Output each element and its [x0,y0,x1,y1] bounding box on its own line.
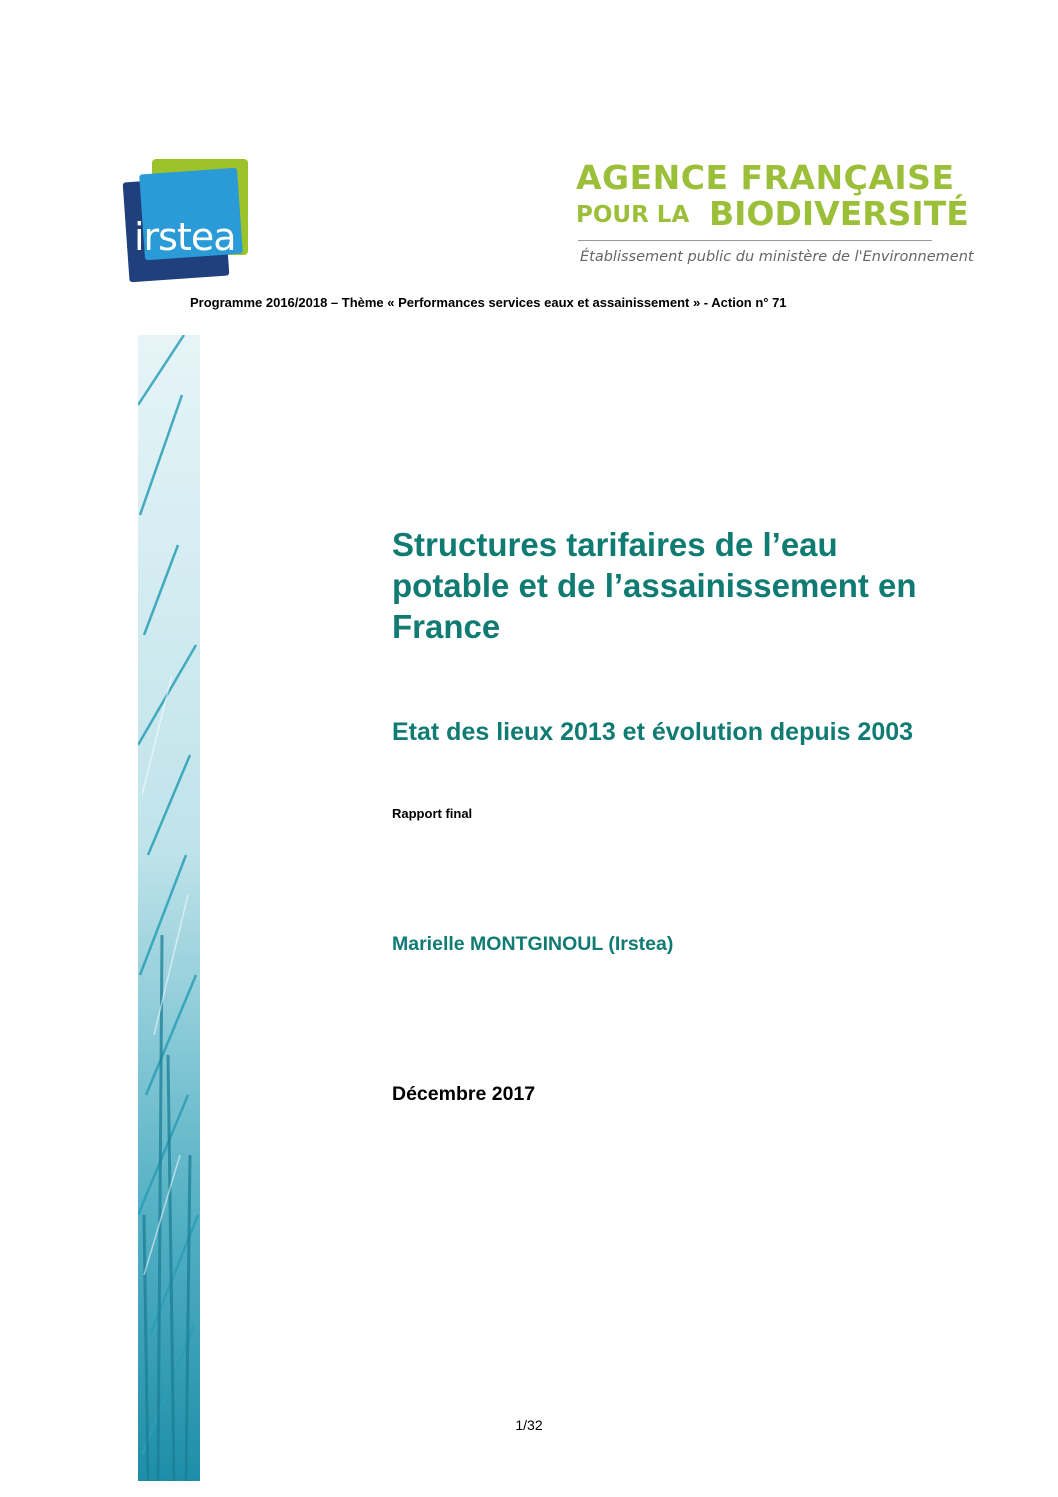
afb-logo-line2-big: BIODIVERSITÉ [709,194,969,233]
page-number: 1/32 [515,1417,543,1433]
report-author: Marielle MONTGINOUL (Irstea) [392,933,674,955]
afb-logo-line1: AGENCE FRANÇAISE [576,158,955,197]
report-type: Rapport final [392,806,473,821]
grass-decoration-image [138,335,200,1481]
afb-logo-divider [578,240,932,241]
afb-logo-line2-small: POUR LA [576,202,690,228]
afb-logo [574,158,974,270]
irstea-logo [124,157,252,281]
report-subtitle: Etat des lieux 2013 et évolution depuis 2003 [392,718,914,746]
afb-logo-tagline: Établissement public du ministère de l'Environnement [580,249,974,265]
programme-header: Programme 2016/2018 – Thème « Performances services eaux et assainissement » - Action n° 71 [190,295,787,310]
irstea-logo-text: irstea [134,215,236,259]
report-date: Décembre 2017 [392,1083,536,1105]
report-title: Structures tarifaires de l’eau potable et de l’assainissement en France [392,526,917,645]
